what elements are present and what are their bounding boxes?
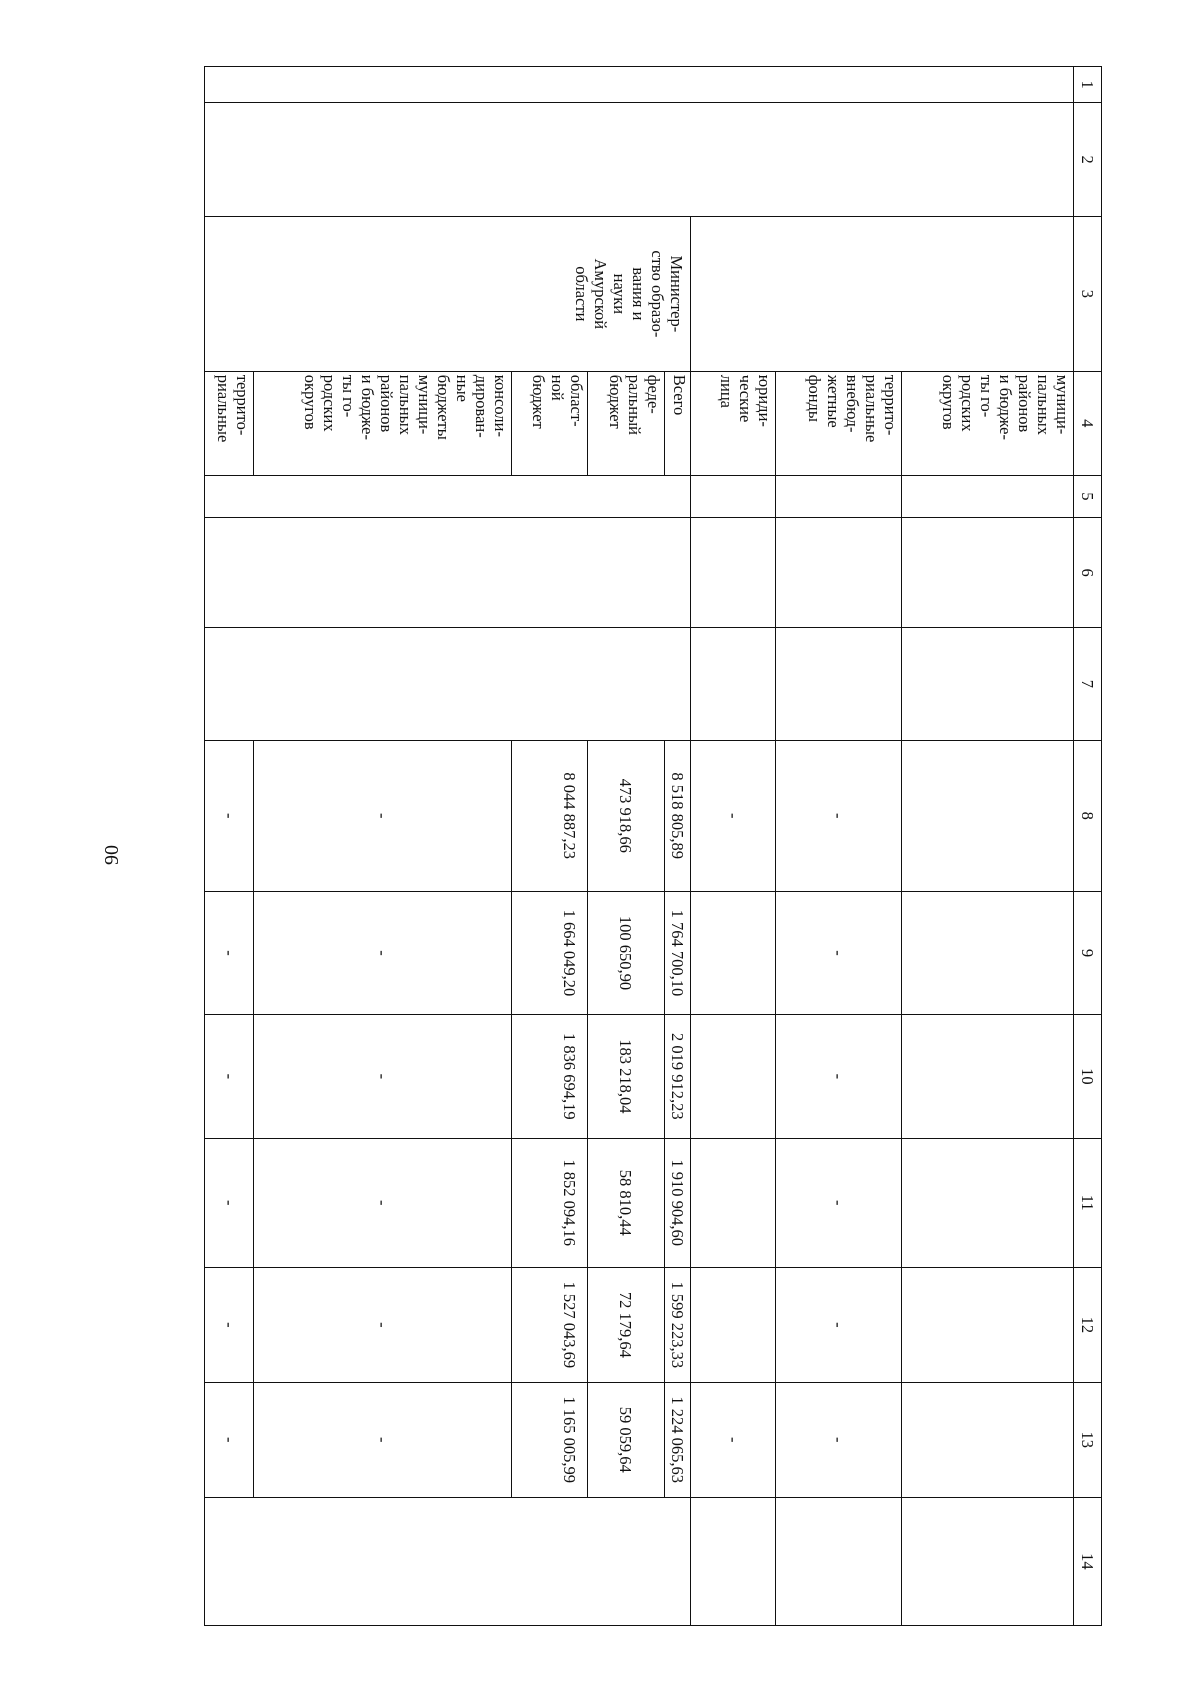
table-cell <box>691 891 776 1014</box>
total-value-cell: 1 910 904,60 <box>664 1138 691 1267</box>
value-cell: - <box>205 1382 254 1497</box>
cell-col1 <box>205 67 1074 103</box>
col-header-2: 2 <box>1074 103 1102 217</box>
budget-table <box>204 66 1102 1626</box>
col-header-3: 3 <box>1074 216 1102 371</box>
table-cell <box>902 518 1074 628</box>
cell-col2 <box>205 103 1074 217</box>
table-cell <box>902 1497 1074 1625</box>
total-value-cell: 2 019 912,23 <box>664 1015 691 1138</box>
value-cell: 1 664 049,20 <box>511 891 587 1014</box>
funding-source-label: муници- пальных районов и бюдже- ты го- родских округов <box>902 371 1074 475</box>
value-cell: 1 852 094,16 <box>511 1138 587 1267</box>
value-cell: 72 179,64 <box>587 1267 664 1382</box>
total-value-cell: 1 764 700,10 <box>664 891 691 1014</box>
table-cell <box>205 628 691 740</box>
funding-source-label: област- ной бюджет <box>511 371 587 475</box>
table-cell <box>691 1497 776 1625</box>
table-cell <box>776 475 902 517</box>
funding-source-label: феде- ральный бюджет <box>587 371 664 475</box>
table-cell <box>902 891 1074 1014</box>
col-header-6: 6 <box>1074 518 1102 628</box>
value-cell: 183 218,04 <box>587 1015 664 1138</box>
table-cell <box>902 475 1074 517</box>
value-cell: - <box>205 891 254 1014</box>
value-cell: - <box>776 891 902 1014</box>
value-cell: - <box>254 1382 512 1497</box>
value-cell: - <box>776 1015 902 1138</box>
table-cell <box>205 518 691 628</box>
value-cell: - <box>254 891 512 1014</box>
table-cell <box>902 1015 1074 1138</box>
col-header-9: 9 <box>1074 891 1102 1014</box>
column-number-row <box>1074 67 1102 1626</box>
value-cell: - <box>691 740 776 891</box>
col-header-10: 10 <box>1074 1015 1102 1138</box>
value-cell: - <box>691 1382 776 1497</box>
table-row <box>664 67 691 1626</box>
funding-source-label: террито- риальные <box>205 371 254 475</box>
col-header-7: 7 <box>1074 628 1102 740</box>
table-cell <box>691 1015 776 1138</box>
value-cell: 1 165 005,99 <box>511 1382 587 1497</box>
table-cell <box>205 475 691 517</box>
value-cell: - <box>254 1015 512 1138</box>
value-cell: - <box>254 1267 512 1382</box>
table-cell <box>691 1138 776 1267</box>
table-cell <box>902 1382 1074 1497</box>
value-cell: - <box>254 1138 512 1267</box>
value-cell: - <box>205 1015 254 1138</box>
value-cell: 59 059,64 <box>587 1382 664 1497</box>
table-cell <box>902 1138 1074 1267</box>
col-header-13: 13 <box>1074 1382 1102 1497</box>
funding-source-label: консоли- дирован- ные бюджеты муници- пальных районов и бюдже- ты го- родских округов <box>254 371 512 475</box>
col-header-14: 14 <box>1074 1497 1102 1625</box>
value-cell: - <box>776 1267 902 1382</box>
cell-col3-empty <box>691 216 1074 371</box>
value-cell: 1 527 043,69 <box>511 1267 587 1382</box>
table-cell <box>776 518 902 628</box>
col-header-8: 8 <box>1074 740 1102 891</box>
value-cell: - <box>776 1138 902 1267</box>
col-header-1: 1 <box>1074 67 1102 103</box>
responsible-agency: Министер- ство образо- вания и науки Амурской области <box>205 216 691 371</box>
funding-source-label: юриди- ческие лица <box>691 371 776 475</box>
col-header-5: 5 <box>1074 475 1102 517</box>
value-cell: 8 044 887,23 <box>511 740 587 891</box>
col-header-4: 4 <box>1074 371 1102 475</box>
table-cell <box>691 518 776 628</box>
table-cell <box>691 475 776 517</box>
table-cell <box>902 1267 1074 1382</box>
table-cell <box>776 628 902 740</box>
value-cell: 473 918,66 <box>587 740 664 891</box>
value-cell: - <box>776 1382 902 1497</box>
value-cell: - <box>205 1138 254 1267</box>
rotated-table-wrapper <box>204 66 1102 1626</box>
value-cell: 1 836 694,19 <box>511 1015 587 1138</box>
col-header-12: 12 <box>1074 1267 1102 1382</box>
table-cell <box>691 628 776 740</box>
value-cell: 100 650,90 <box>587 891 664 1014</box>
table-row <box>902 67 1074 1626</box>
table-cell <box>205 1497 691 1625</box>
page-number: 90 <box>101 845 123 865</box>
col-header-11: 11 <box>1074 1138 1102 1267</box>
table-cell <box>776 1497 902 1625</box>
funding-source-label: Всего <box>664 371 691 475</box>
total-value-cell: 1 599 223,33 <box>664 1267 691 1382</box>
funding-source-label: террито- риальные внебюд- жетные фонды <box>776 371 902 475</box>
total-value-cell: 1 224 065,63 <box>664 1382 691 1497</box>
table-cell <box>902 628 1074 740</box>
value-cell: - <box>254 740 512 891</box>
value-cell: - <box>205 1267 254 1382</box>
value-cell: 58 810,44 <box>587 1138 664 1267</box>
table-cell <box>691 1267 776 1382</box>
table-cell <box>902 740 1074 891</box>
total-value-cell: 8 518 805,89 <box>664 740 691 891</box>
value-cell: - <box>776 740 902 891</box>
value-cell: - <box>205 740 254 891</box>
